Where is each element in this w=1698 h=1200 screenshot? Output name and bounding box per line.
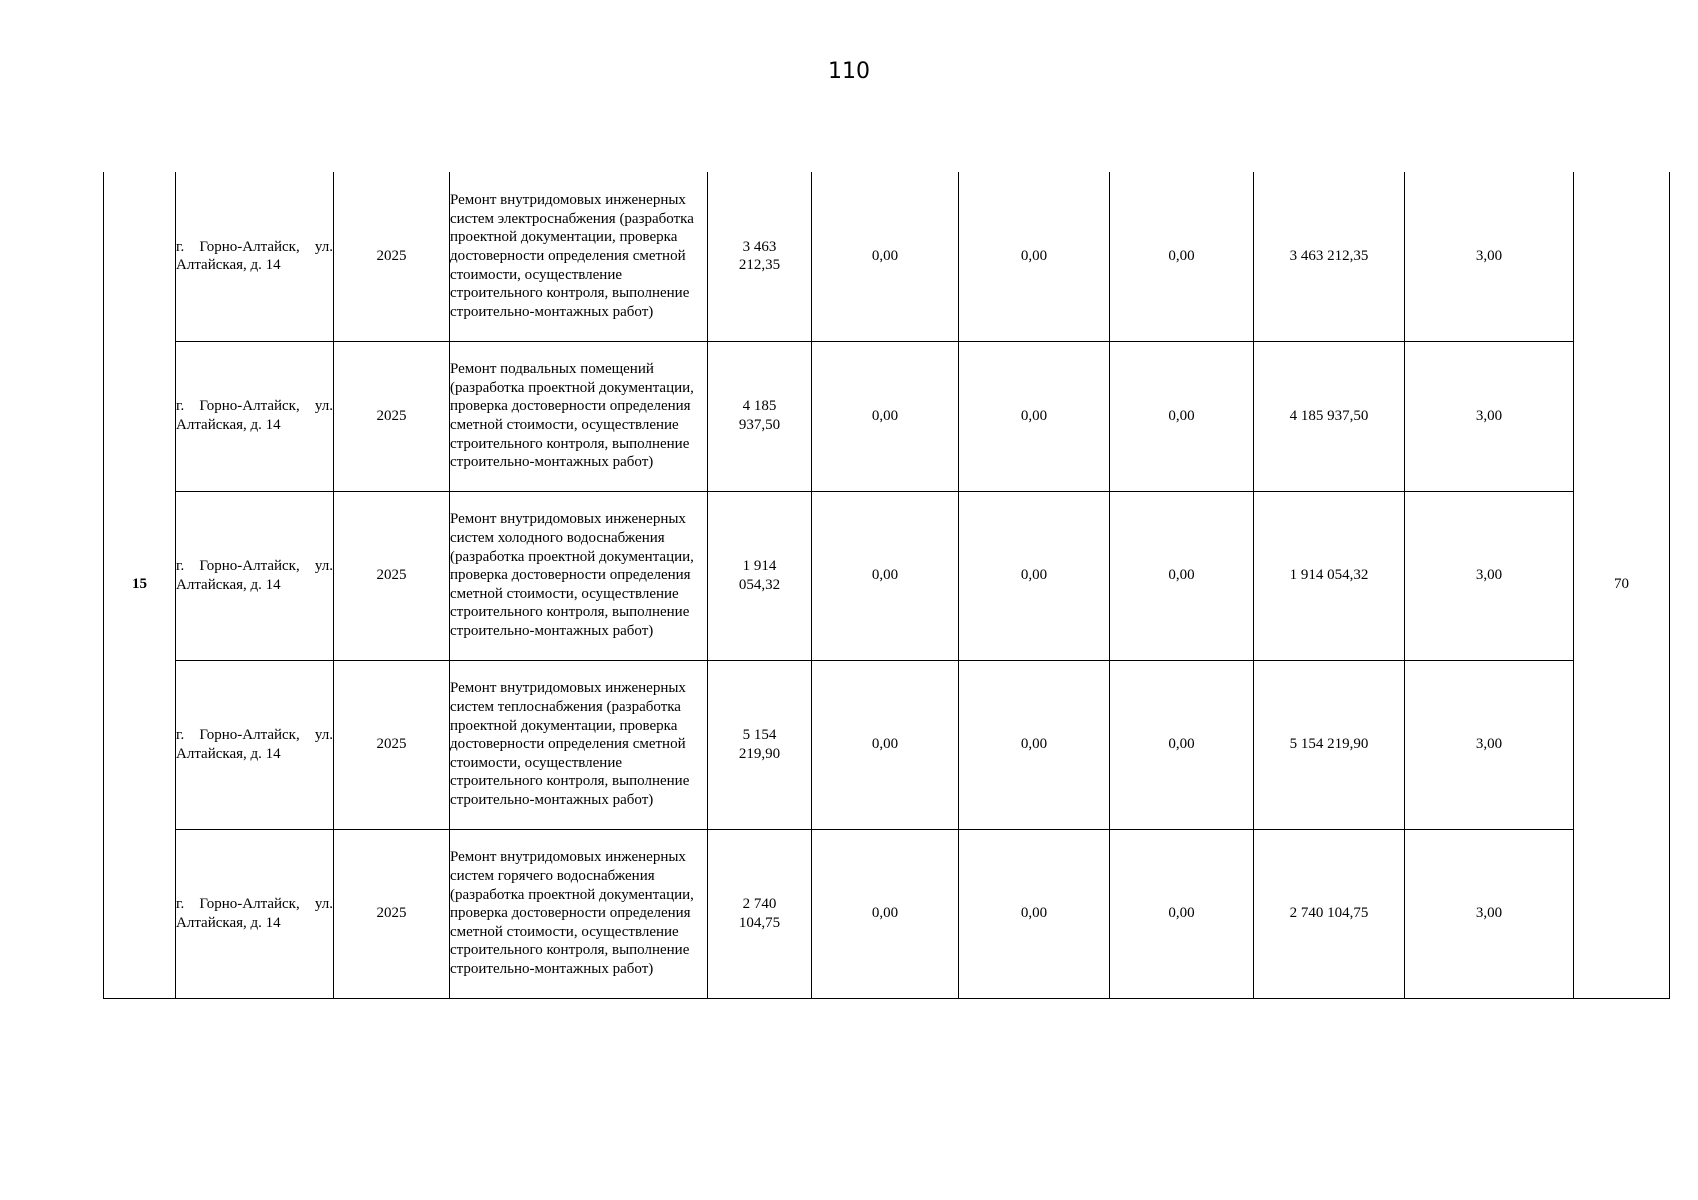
year-cell: 2025 (334, 660, 450, 829)
year-cell: 2025 (334, 172, 450, 341)
rate-cell: 3,00 (1405, 172, 1574, 341)
value-cell-a: 0,00 (812, 660, 959, 829)
total-cell: 1 914 054,32 (1254, 491, 1405, 660)
description-cell: Ремонт внутридомовых инженерных систем электроснабжения (разработка проектной документации, проверка достоверности определения сметной стоимости, осуществление строительного контроля, выполнение строительно-монтажных работ) (450, 172, 708, 341)
rate-cell: 3,00 (1405, 491, 1574, 660)
total-cell: 4 185 937,50 (1254, 341, 1405, 491)
address-cell: г. Горно-Алтайск, ул. Алтайская, д. 14 (176, 341, 334, 491)
cost-line-2: 219,90 (738, 745, 781, 762)
rate-cell: 3,00 (1405, 660, 1574, 829)
address-cell: г. Горно-Алтайск, ул. Алтайская, д. 14 (176, 660, 334, 829)
year-cell: 2025 (334, 491, 450, 660)
address-cell: г. Горно-Алтайск, ул. Алтайская, д. 14 (176, 491, 334, 660)
table-row (104, 341, 1670, 491)
total-cell: 3 463 212,35 (1254, 172, 1405, 341)
works-table (103, 172, 1670, 999)
cost-line-1: 5 154 (742, 726, 777, 743)
value-cell-c: 0,00 (1110, 491, 1254, 660)
group-value-cell: 70 (1574, 172, 1670, 998)
cost-line-2: 054,32 (738, 576, 781, 593)
cost-cell (708, 172, 812, 341)
table-row (104, 172, 1670, 341)
description-cell: Ремонт внутридомовых инженерных систем холодного водоснабжения (разработка проектной документации, проверка достоверности определения сметной стоимости, осуществление строительного контроля, выполнение строительно-монтажных работ) (450, 491, 708, 660)
cost-line-2: 104,75 (738, 914, 781, 931)
value-cell-b: 0,00 (959, 829, 1110, 998)
cost-cell (708, 660, 812, 829)
value-cell-b: 0,00 (959, 341, 1110, 491)
cost-line-1: 1 914 (742, 557, 777, 574)
cost-line-2: 212,35 (738, 257, 781, 274)
value-cell-c: 0,00 (1110, 829, 1254, 998)
value-cell-a: 0,00 (812, 172, 959, 341)
cost-line-2: 937,50 (738, 417, 781, 433)
value-cell-a: 0,00 (812, 491, 959, 660)
value-cell-a: 0,00 (812, 829, 959, 998)
table-row (104, 491, 1670, 660)
year-cell: 2025 (334, 341, 450, 491)
cost-cell (708, 491, 812, 660)
cost-line-1: 3 463 (742, 238, 777, 255)
value-cell-c: 0,00 (1110, 341, 1254, 491)
table-row (104, 660, 1670, 829)
total-cell: 2 740 104,75 (1254, 829, 1405, 998)
address-cell: г. Горно-Алтайск, ул. Алтайская, д. 14 (176, 829, 334, 998)
description-cell: Ремонт внутридомовых инженерных систем горячего водоснабжения (разработка проектной документации, проверка достоверности определения сметной стоимости, осуществление строительного контроля, выполнение строительно-монтажных работ) (450, 829, 708, 998)
year-cell: 2025 (334, 829, 450, 998)
value-cell-c: 0,00 (1110, 660, 1254, 829)
cost-cell (708, 829, 812, 998)
value-cell-c: 0,00 (1110, 172, 1254, 341)
value-cell-a: 0,00 (812, 341, 959, 491)
address-cell: г. Горно-Алтайск, ул. Алтайская, д. 14 (176, 172, 334, 341)
value-cell-b: 0,00 (959, 660, 1110, 829)
cost-line-1: 4 185 (742, 398, 777, 415)
value-cell-b: 0,00 (959, 172, 1110, 341)
page-number: 110 (828, 59, 870, 84)
group-number-cell: 15 (104, 172, 176, 998)
rate-cell: 3,00 (1405, 829, 1574, 998)
table-row (104, 829, 1670, 998)
description-cell: Ремонт внутридомовых инженерных систем теплоснабжения (разработка проектной документации, проверка достоверности определения сметной стоимости, осуществление строительного контроля, выполнение строительно-монтажных работ) (450, 660, 708, 829)
description-cell: Ремонт подвальных помещений (разработка проектной документации, проверка достоверности определения сметной стоимости, осуществление строительного контроля, выполнение строительно-монтажных работ) (450, 341, 708, 491)
cost-line-1: 2 740 (742, 895, 777, 912)
value-cell-b: 0,00 (959, 491, 1110, 660)
rate-cell: 3,00 (1405, 341, 1574, 491)
total-cell: 5 154 219,90 (1254, 660, 1405, 829)
cost-cell (708, 341, 812, 491)
